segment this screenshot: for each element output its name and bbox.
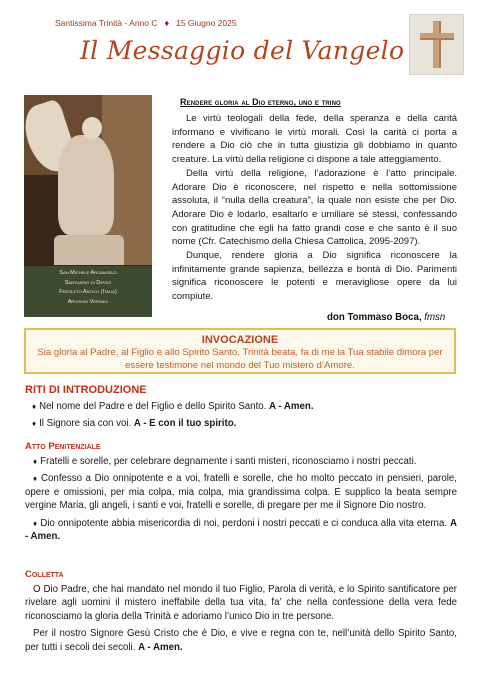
riti-line-2: ♦ Il Signore sia con voi. A - E con il tuo spirito. [32, 418, 237, 429]
section-title-colletta: Colletta [25, 569, 64, 580]
riti-line-1: ♦ Nel nome del Padre e del Figlio e dello Spirito Santo. A - Amen. [32, 401, 314, 412]
diamond-bullet-icon: ♦ [33, 457, 38, 466]
statue-photo [24, 95, 152, 317]
diamond-separator-icon: ♦ [164, 18, 170, 28]
diamond-bullet-icon: ♦ [32, 402, 37, 411]
photo-caption: San Michele Arcangelo Santuario di Dipodi Feroleto Antico (Italia) Archivio Versaci [24, 266, 152, 317]
page-title: Il Messaggio del Vangelo [80, 36, 405, 65]
article-author: don Tommaso Boca, fmsn [327, 312, 446, 323]
diamond-bullet-icon: ♦ [33, 474, 39, 484]
article-paragraph: Le virtù teologali della fede, della speranza e della carità informano e vivificano le virtù morali. Così la carità ci porta a rendere a Dio ciò che in tutta giustizia gli dobbiamo in quanto creature. La virtù della religione ci dispone a tale atteggiamento. [172, 113, 457, 166]
diamond-bullet-icon: ♦ [32, 419, 37, 428]
section-title-riti: RITI DI INTRODUZIONE [25, 384, 147, 396]
article-body [172, 112, 457, 304]
colletta-text: O Dio Padre, che hai mandato nel mondo il tuo Figlio, Parola di verità, e lo Spirito santificatore per rivelare agli uomini il mistero ineffabile della tua vita, fa’ che nella confessione della vera fede riconosciamo la gloria della Trinità e adoriamo l’unico Dio in tre persone. Per il nostro Signore Gesù Cristo che è Dio, e vive e regna con te, nell’unità dello Spirito Santo, per tutti i secoli dei secoli. A - Amen. [25, 584, 457, 653]
date-label: 15 Giugno 2025 [176, 18, 237, 28]
cross-icon [409, 14, 464, 75]
article-title: Rendere gloria al Dio eterno, uno e trino [180, 97, 341, 107]
atto-text: ♦ Fratelli e sorelle, per celebrare degnamente i santi misteri, riconosciamo i nostri peccati. ♦ Confesso a Dio onnipotente e a voi, fratelli e sorelle, che ho molto peccato in pensieri, parole, opere e omissioni, per mia colpa, mia colpa, mia grandissima colpa. E supplico la beata sempre vergine Maria, gli angeli, i santi e voi, fratelli e sorelle, di pregare per me il Signore Dio nostro. ♦ Dio onnipotente abbia misericordia di noi, perdoni i nostri peccati e ci conduca alla vita eterna. A - Amen. [25, 456, 457, 543]
liturgy-label: Santissima Trinità - Anno C [55, 18, 158, 28]
angel-statue-shape [58, 135, 114, 235]
invocation-box [24, 328, 456, 374]
invocation-title: INVOCAZIONE [201, 334, 279, 346]
article-paragraph: Della virtù della religione, l’adorazione è l’atto principale. Adorare Dio è riconoscere, nel rispetto e nella sottomissione assoluta, il “nulla della creatura”, la quale non esiste che per Dio. Adorare Dio è lodarlo, esaltarlo e umiliare sé stessi, confessando con gratitudine che egli ha fatto grandi cose e che santo è il suo nome (Cfr. Catechismo della Chiesa Cattolica, 2095-2097). [172, 167, 457, 248]
diamond-bullet-icon: ♦ [33, 518, 38, 528]
header-date-line [55, 18, 237, 28]
section-title-atto: Atto Penitenziale [25, 441, 101, 452]
article-paragraph: Dunque, rendere gloria a Dio significa riconoscere la infinitamente grande sapienza, bellezza e bontà di Dio. Parimenti significa riconoscere le potenti e meravigliose opere da lui compiute. [172, 250, 457, 303]
invocation-text: Sia gloria al Padre, al Figlio e allo Spirito Santo. Trinità beata, fa di me la Tua stabile dimora per essere testimone nel mondo del Tuo mistero d’Amore. [37, 347, 443, 371]
